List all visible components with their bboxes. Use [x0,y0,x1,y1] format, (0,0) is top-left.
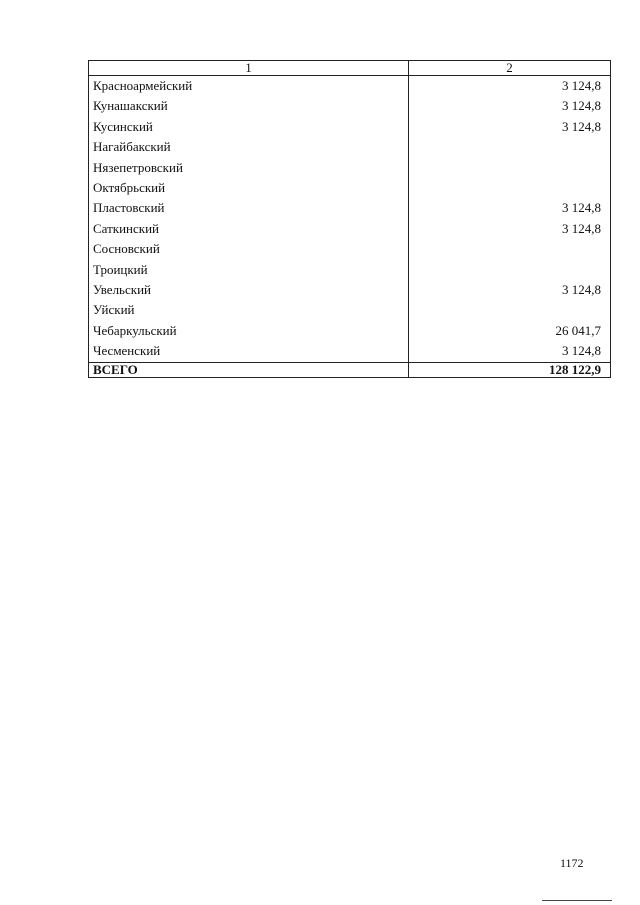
district-name: Нагайбакский [89,137,409,157]
column-header-2: 2 [409,61,611,76]
district-name: Красноармейский [89,76,409,97]
table-row [89,239,611,259]
district-name: Кунашакский [89,96,409,116]
table-header-row [89,61,611,76]
footer-rule [542,900,612,901]
district-value: 3 124,8 [409,96,611,116]
table-row [89,96,611,116]
table-row [89,76,611,97]
district-value [409,137,611,157]
table-row [89,280,611,300]
total-value: 128 122,9 [409,362,611,377]
district-name: Пластовский [89,198,409,218]
district-name: Саткинский [89,219,409,239]
page-number: 1172 [560,856,584,870]
table-row [89,219,611,239]
district-value: 3 124,8 [409,280,611,300]
district-name: Сосновский [89,239,409,259]
data-table [88,60,611,378]
total-label: ВСЕГО [89,362,409,377]
district-value: 3 124,8 [409,341,611,362]
district-value [409,239,611,259]
column-header-1: 1 [89,61,409,76]
district-name: Чебаркульский [89,321,409,341]
district-value: 3 124,8 [409,219,611,239]
district-name: Троицкий [89,260,409,280]
district-value: 3 124,8 [409,117,611,137]
table-row [89,137,611,157]
table-row [89,321,611,341]
district-value [409,158,611,178]
table-row [89,300,611,320]
total-row [89,362,611,377]
table-row [89,158,611,178]
district-value: 3 124,8 [409,198,611,218]
district-value [409,300,611,320]
district-name: Нязепетровский [89,158,409,178]
district-name: Уйский [89,300,409,320]
table-row [89,198,611,218]
district-name: Октябрьский [89,178,409,198]
district-value: 26 041,7 [409,321,611,341]
district-name: Увельский [89,280,409,300]
table-row [89,260,611,280]
table-row [89,117,611,137]
district-name: Кусинский [89,117,409,137]
table-row [89,341,611,362]
district-value [409,178,611,198]
district-value [409,260,611,280]
district-value: 3 124,8 [409,76,611,97]
table-row [89,178,611,198]
district-name: Чесменский [89,341,409,362]
